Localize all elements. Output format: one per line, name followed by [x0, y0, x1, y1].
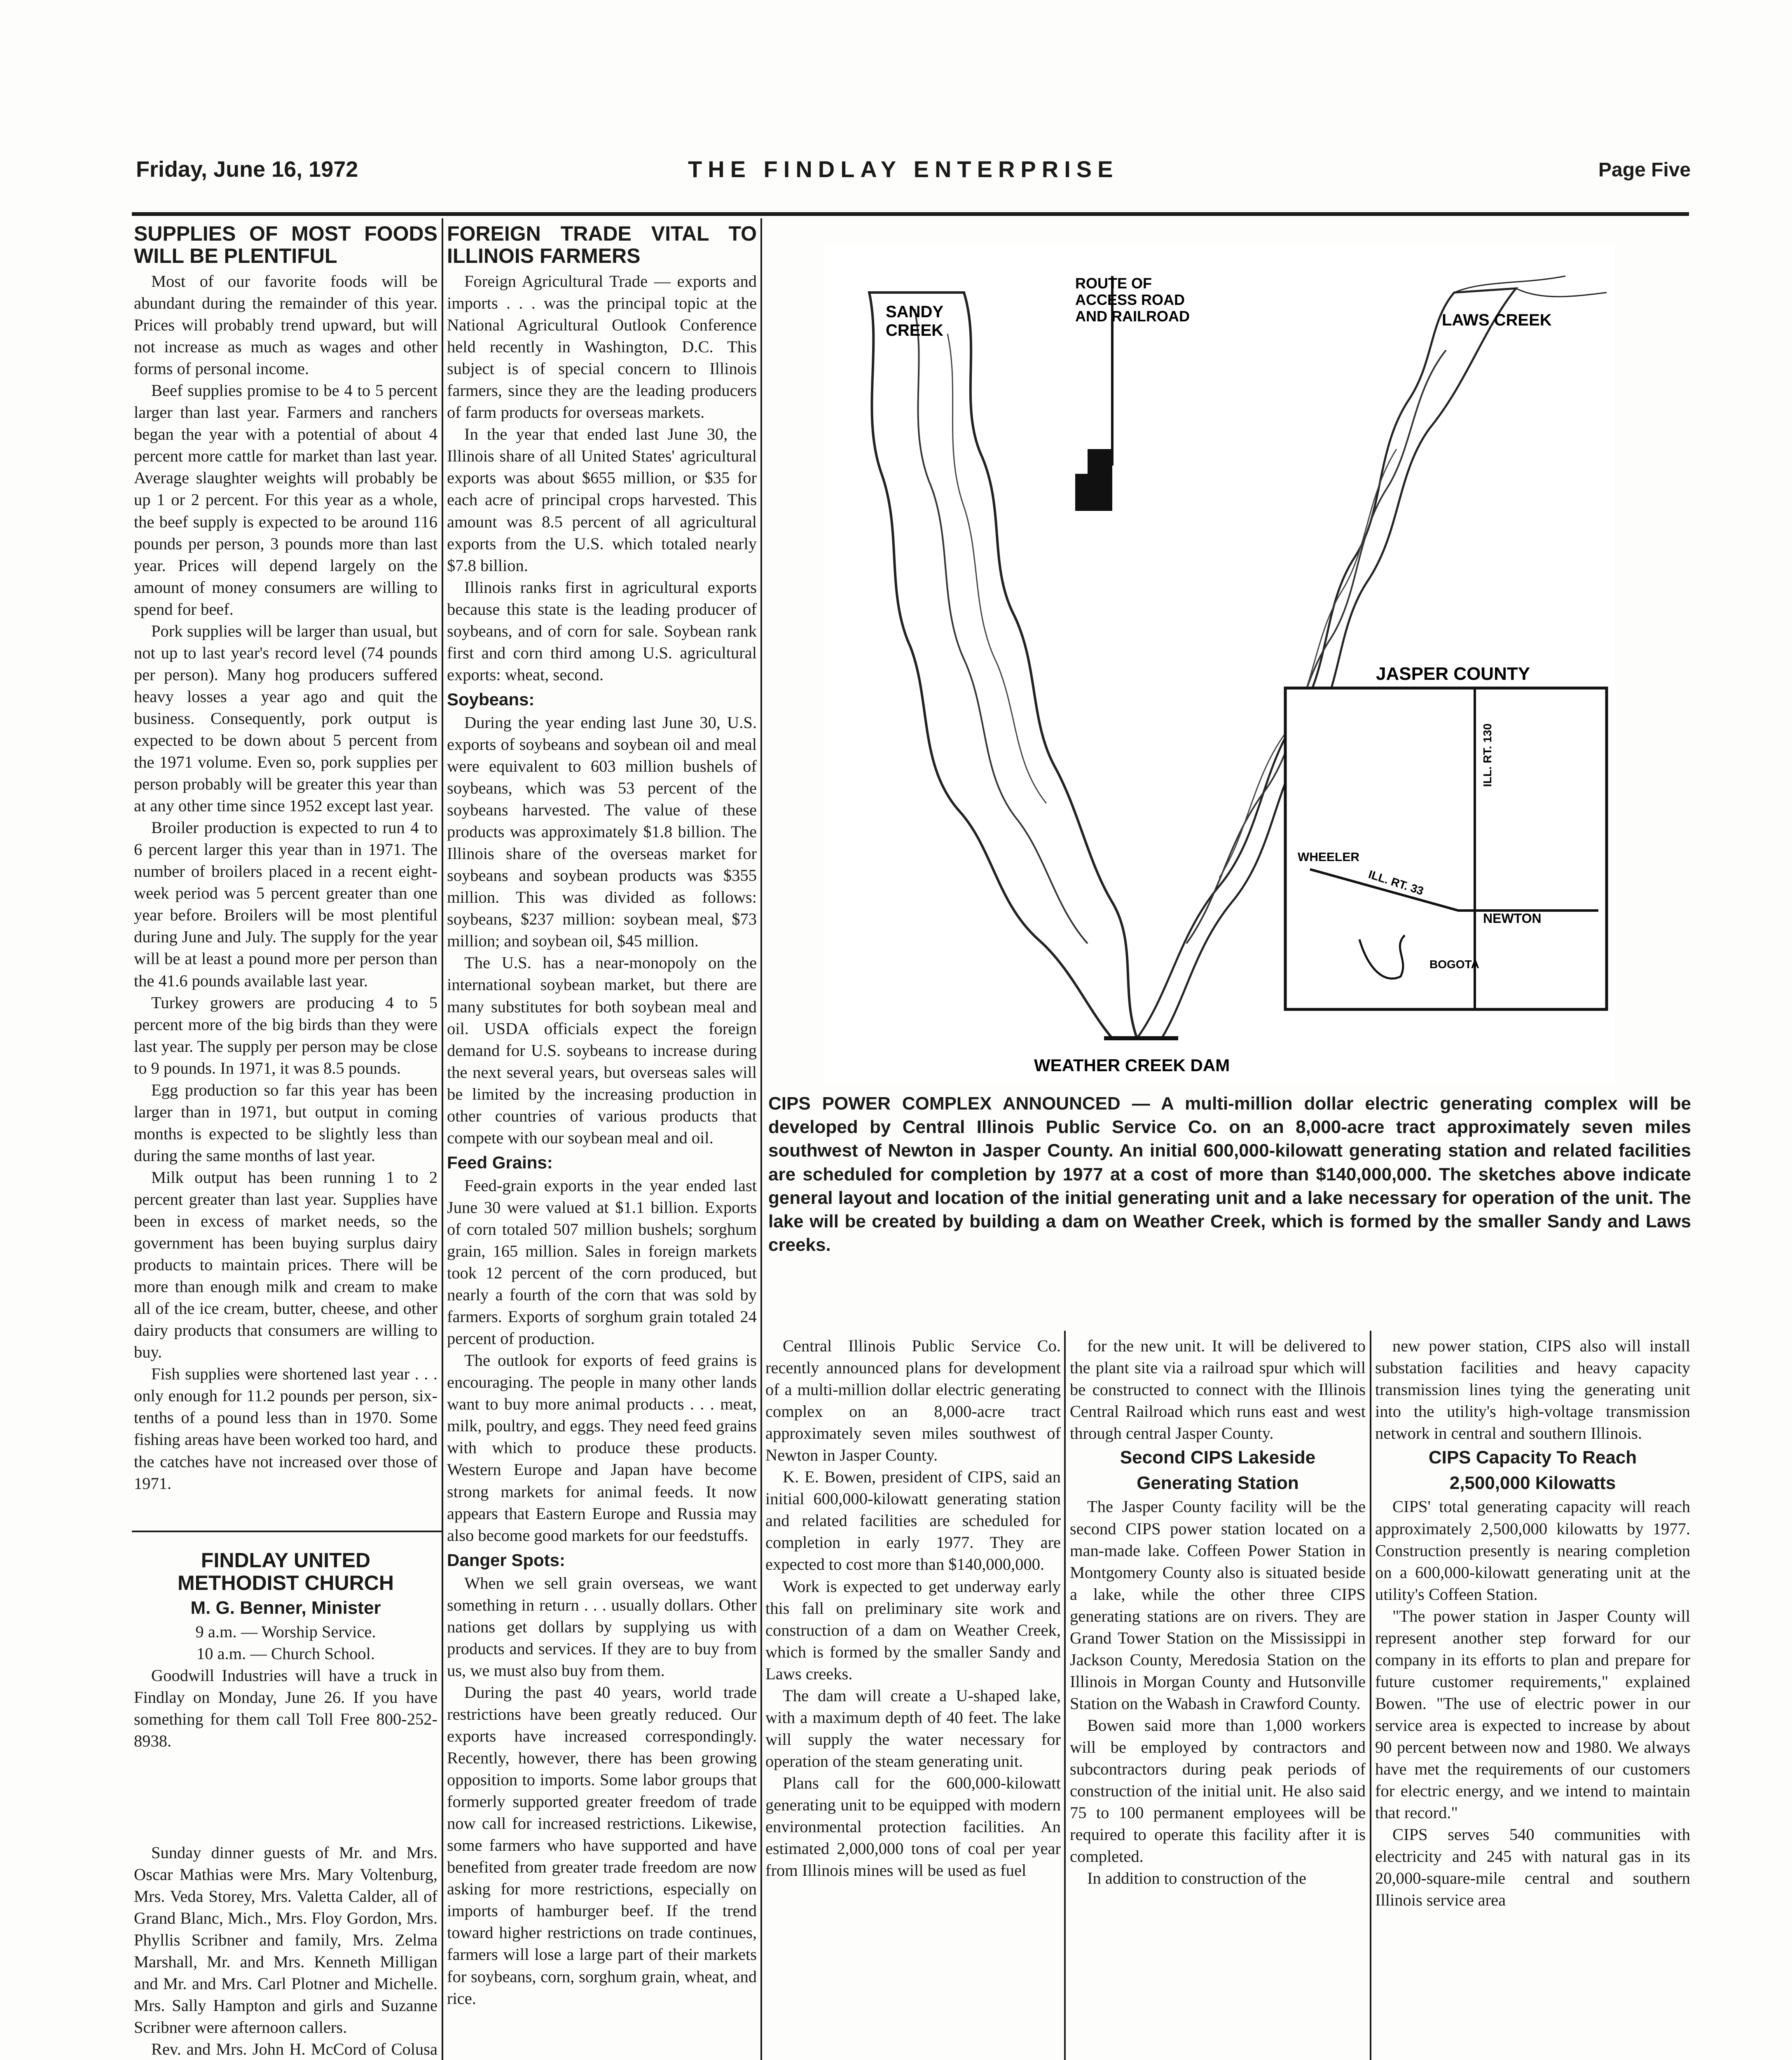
caption-lead: CIPS POWER COMPLEX ANNOUNCED —: [768, 1093, 1150, 1114]
column-rule: [760, 218, 762, 2060]
inset-label: WHEELER: [1298, 850, 1359, 864]
inset-label: BOGOTA: [1429, 958, 1479, 971]
station-block: [1088, 449, 1112, 511]
church-notice: [134, 1549, 437, 1829]
map-label: CREEK: [886, 321, 944, 339]
map-caption: [768, 1092, 1691, 1257]
paragraph: K. E. Bowen, president of CIPS, said an initial 600,000-kilowatt generating station and related facilities are scheduled for completion in early 1977. They are expected to cost more than $140,000,000.: [765, 1468, 1061, 1574]
paragraph: Broiler production is expected to run 4 to 6 percent larger this year than in 1971. The number of broilers placed in a recent eight-week period was 5 percent greater than one year before. Broilers will be most plentiful during June and July. The supply for the year will be at least a pound more per person than the 41.6 pounds available last year.: [134, 818, 437, 990]
column-rule: [1370, 1331, 1371, 2060]
paragraph: The Jasper County facility will be the second CIPS power station located on a man-made lake. Coffeen Power Station in Montgomery County also is situated beside a lake, while the other three CIPS generating stations are on rivers. They are Grand Tower Station on the Mississippi in Jackson County, Meredosia Station on the Illinois in Morgan County and Hutsonville Station on the Wabash in Crawford County.: [1070, 1497, 1366, 1713]
inset-title: JASPER COUNTY: [1376, 664, 1530, 684]
paragraph: When we sell grain overseas, we want something in return . . . usually dollars. Other nations get dollars by supplying us with products and services. If they are to buy from us, we must also buy from them.: [447, 1573, 757, 1680]
page-number: Page Five: [1598, 159, 1691, 181]
masthead-rule: [132, 212, 1689, 216]
paragraph: Central Illinois Public Service Co. recently announced plans for development of a multi-million dollar electric generating complex on an 8,000-acre tract approximately seven miles southwest of Newton in Jasper County.: [765, 1337, 1061, 1465]
capacity-heading-1: CIPS Capacity To Reach: [1428, 1447, 1637, 1468]
paragraph: CIPS' total generating capacity will reach approximately 2,500,000 kilowatts by 1977. Construction presently is nearing completion on a 600,000-kilowatt generating unit at the utility's Coffeen Station.: [1375, 1497, 1690, 1604]
issue-date: Friday, June 16, 1972: [136, 157, 358, 182]
inset-label: NEWTON: [1483, 911, 1542, 926]
goodwill-notice: Goodwill Industries will have a truck in Findlay on Monday, June 26. If you have something for them call Toll Free 800-252-8938.: [134, 1666, 437, 1750]
paragraph: Beef supplies promise to be 4 to 5 percent larger than last year. Farmers and ranchers began the year with a potential of about 4 percent more cattle for market than last year. Average slaughter weights will probably be up 1 or 2 percent. For this year as a whole, the beef supply is expected to be around 116 pounds per person, 3 pounds more than last year. Prices will depend largely on the amount of money consumers are willing to spend for beef.: [134, 381, 437, 618]
paragraph: Feed-grain exports in the year ended last June 30 were valued at $1.1 billion. Exports of corn totaled 507 million bushels; sorghum grain, 165 million. Sales in foreign markets took 12 percent of the corn produced, but nearly a fourth of the corn that was sold by farmers. Exports of sorghum grain totaled 24 percent of production.: [447, 1176, 757, 1348]
paragraph: In the year that ended last June 30, the Illinois share of all United States' agricultural exports was about $655 million, or $35 for each acre of principal crops harvested. This amount was 8.5 percent of all agricultural exports from the U.S. which totaled nearly $7.8 billion.: [447, 425, 757, 575]
cips-story-col1: [765, 1335, 1061, 2060]
paragraph: Foreign Agricultural Trade — exports and imports . . . was the principal topic at the National Agricultural Outlook Conference held recently in Washington, D.C. This subject is of special concern to Illinois farmers, since they are the leading producers of farm products for overseas markets.: [447, 272, 757, 422]
paragraph: Fish supplies were shortened last year . . . only enough for 11.2 pounds per person, six-tenths of a pound less than in 1970. Some fishing areas have been worked too hard, and the catches have not increased over those of 1971.: [134, 1365, 437, 1493]
feed-grains-subheading: Feed Grains:: [447, 1152, 553, 1172]
paragraph: Work is expected to get underway early this fall on preliminary site work and construction of a dam on Weather Creek, which is formed by the smaller Sandy and Laws creeks.: [765, 1577, 1061, 1683]
paragraph: Egg production so far this year has been larger than in 1971, but output in coming months is expected to be slightly less than during the same months of last year.: [134, 1080, 437, 1165]
church-headline-1: FINDLAY UNITED: [201, 1549, 371, 1572]
social-note: Sunday dinner guests of Mr. and Mrs. Oscar Mathias were Mrs. Mary Voltenburg, Mrs. Veda Storey, Mrs. Valetta Calder, all of Grand Blanc, Mich., Mrs. Floy Gordon, Mrs. Phyllis Scribner and family, Mrs. Zelma Marshall, Mr. and Mrs. Kenneth Milligan and Mr. and Mrs. Carl Plotner and Michelle. Mrs. Sally Hampton and girls and Suzanne Scribner were afternoon callers.: [134, 1843, 437, 2037]
paragraph: new power station, CIPS also will install substation facilities and heavy capacity transmission lines tying the generating unit into the utility's high-voltage transmission network in central and southern Illinois.: [1375, 1337, 1690, 1443]
inset-label: ILL. RT. 130: [1481, 723, 1494, 787]
column-rule: [442, 218, 443, 2060]
paragraph: Illinois ranks first in agricultural exports because this state is the leading producer of soybeans, and of corn for sale. Soybean rank first and corn third among U.S. agricultural exports: wheat, second.: [447, 578, 757, 684]
paragraph: The outlook for exports of feed grains is encouraging. The people in many other lands want to buy more animal products . . . meat, milk, poultry, and eggs. They need feed grains with which to produce these products. Western Europe and Japan have become strong markets for animal feeds. It now appears that Eastern Europe and Russia may also become good markets for our feedstuffs.: [447, 1351, 757, 1545]
paragraph: CIPS serves 540 communities with electricity and 245 with natural gas in its 20,000-square-mile central and southern Illinois service area: [1375, 1825, 1690, 1910]
map-label: ROUTE OF: [1075, 275, 1152, 292]
church-minister: M. G. Benner, Minister: [190, 1598, 381, 1618]
cips-story-col3: [1375, 1335, 1690, 2060]
paragraph: The U.S. has a near-monopoly on the international soybean market, but there are many substitutes for both soybean meal and oil. USDA officials expect the foreign demand for U.S. soybeans to increase during the next several years, but overseas sales will be limited by the increasing production in other countries of various products that compete with our soybean meal and oil.: [447, 953, 757, 1147]
paragraph: "The power station in Jasper County will represent another step forward for our company in its efforts to plan and prepare for future customer requirements," explained Bowen. "The use of electric power in our service area is expected to increase by about 90 percent between now and 1980. We always have met the requirements of our customers for electric energy, and we intend to maintain that record.": [1375, 1606, 1690, 1822]
paragraph: Most of our favorite foods will be abundant during the remainder of this year. Prices will probably trend upward, but will not increase as much as wages and other forms of personal income.: [134, 272, 437, 378]
paragraph: During the past 40 years, world trade restrictions have been greatly reduced. Our exports have increased correspondingly. Recently, however, there has been growing opposition to imports. Some labor groups that formerly supported greater freedom of trade now call for increased restrictions. Likewise, some farmers who have supported and have benefited from greater trade freedom are now asking for more restrictions, especially on imports of hamburger beef. If the trend toward higher restrictions on trade continues, farmers will lose a large part of their markets for soybeans, corn, sorghum grain, wheat, and rice.: [447, 1683, 757, 2008]
paragraph: Bowen said more than 1,000 workers will be employed by contractors and subcontractors during peak periods of construction of the initial unit. He also said 75 to 100 permanent employees will be required to operate this facility after it is completed.: [1070, 1716, 1366, 1866]
section-rule: [132, 1531, 442, 1532]
paragraph: Turkey growers are producing 4 to 5 percent more of the big birds than they were last year. The supply per person may be close to 9 pounds. In 1971, it was 8.5 pounds.: [134, 993, 437, 1077]
paragraph: The dam will create a U-shaped lake, with a maximum depth of 40 feet. The lake will supply the water necessary for operation of the steam generating unit.: [765, 1686, 1061, 1770]
worship-time: 9 a.m. — Worship Service.: [195, 1622, 376, 1641]
church-headline-2: METHODIST CHURCH: [178, 1571, 394, 1594]
social-notes-left: [134, 1842, 437, 2060]
second-station-heading-1: Second CIPS Lakeside: [1120, 1447, 1316, 1468]
paragraph: Plans call for the 600,000-kilowatt generating unit to be equipped with modern environmental protection facilities. An estimated 2,000,000 tons of coal per year from Illinois mines will be used as fuel: [765, 1773, 1061, 1880]
map-label: AND RAILROAD: [1075, 308, 1190, 325]
paragraph: In addition to construction of the: [1087, 1869, 1307, 1888]
inset-label: ILL. RT. 33: [1367, 868, 1425, 898]
trade-article: [447, 222, 757, 2060]
social-note: Rev. and Mrs. John H. McCord of Colusa: [151, 2040, 437, 2059]
trade-headline: FOREIGN TRADE VITAL TO ILLINOIS FARMERS: [447, 222, 757, 267]
map-label: WEATHER CREEK DAM: [1034, 1056, 1230, 1075]
paragraph: Milk output has been running 1 to 2 percent greater than last year. Supplies have been in excess of market needs, so the government has been buying surplus dairy products to maintain prices. There will be more than enough milk and cream to make all of the ice cream, butter, cheese, and other dairy products that consumers are willing to buy.: [134, 1168, 437, 1362]
newspaper-title: THE FINDLAY ENTERPRISE: [688, 156, 1119, 182]
second-station-heading-2: Generating Station: [1137, 1472, 1299, 1493]
map-label: SANDY: [886, 303, 944, 321]
station-block: [1075, 474, 1088, 511]
lake-map-drawing: [824, 243, 1615, 1084]
paragraph: During the year ending last June 30, U.S. exports of soybeans and soybean oil and meal were equivalent to 603 million bushels of soybeans, which was 53 percent of the soybeans harvested. The value of these products was approximately $1.8 billion. The Illinois share of the overseas market for soybeans and soybean products was $355 million. This was divided as follows: soybeans, $237 million: soybean meal, $73 million; and soybean oil, $45 million.: [447, 713, 757, 950]
cips-site-map: [824, 243, 1615, 1084]
school-time: 10 a.m. — Church School.: [196, 1644, 375, 1663]
paragraph: Pork supplies will be larger than usual, but not up to last year's record level (74 pounds per person). Many hog producers suffered heavy losses a year ago and quit the business. Consequently, pork output is expected to be down about 5 percent from the 1971 volume. Even so, pork supplies per person probably will be greater this year than at any other time since 1952 except last year.: [134, 621, 437, 815]
danger-spots-subheading: Danger Spots:: [447, 1550, 566, 1570]
map-label: LAWS CREEK: [1442, 311, 1552, 329]
soybeans-subheading: Soybeans:: [447, 689, 535, 709]
cips-story-col2: [1070, 1335, 1366, 2060]
supplies-headline: SUPPLIES OF MOST FOODS WILL BE PLENTIFUL: [134, 222, 437, 267]
capacity-heading-2: 2,500,000 Kilowatts: [1449, 1472, 1616, 1493]
caption-text: A multi-million dollar electric generating complex will be developed by Central Illinois Public Service Co. on an 8,000-acre tract approximately seven miles southwest of Newton in Jasper County. An initial 600,000-kilowatt generating station and related facilities are scheduled for completion by 1977 at a cost of more than $140,000,000. The sketches above indicate general layout and location of the initial generating unit and a lake necessary for operation of the unit. The lake will be created by building a dam on Weather Creek, which is formed by the smaller Sandy and Laws creeks.: [768, 1093, 1691, 1255]
map-label: ACCESS ROAD: [1075, 291, 1185, 308]
paragraph: for the new unit. It will be delivered to the plant site via a railroad spur which will be constructed to connect with the Illinois Central Railroad which runs east and west through central Jasper County.: [1070, 1337, 1366, 1443]
column-rule: [1064, 1331, 1066, 2060]
supplies-article: [134, 222, 437, 1529]
